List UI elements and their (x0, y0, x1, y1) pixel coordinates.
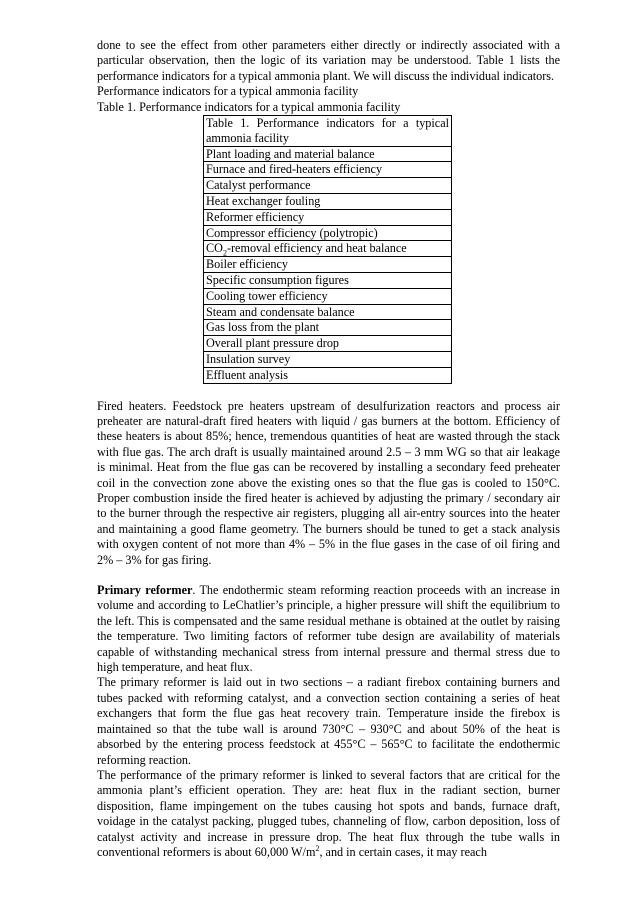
primary-reformer-paragraph-3 (97, 768, 560, 860)
table-cell: Specific consumption figures (204, 273, 452, 289)
primary-reformer-heading: Primary reformer (97, 583, 193, 598)
table-cell: Boiler efficiency (204, 257, 452, 273)
table-cell: Reformer efficiency (204, 209, 452, 225)
table-cell: Compressor efficiency (polytropic) (204, 225, 452, 241)
primary-reformer-text-3a: The performance of the primary reformer is linked to several factors that are critical for the ammonia plant’s efficient operation. They are: heat flux in the radiant section, burner disposition, flame impingement on the tubes causing hot spots and bands, furnace draft, voidage in the catalyst packing, plugged tubes, channeling of flow, carbon deposition, loss of catalyst activity and increase in pressure drop. The heat flux through the tube walls in conventional reformers is about 60,000 W/m (97, 767, 560, 859)
intro-paragraph: done to see the effect from other parameters either directly or indirectly associated with a particular observation, then the logic of its variation may be understood. Table 1 lists the performance indicators for a typical ammonia plant. We will discuss the individual indicators. (97, 38, 560, 83)
primary-reformer-text-3b: , and in certain cases, it may reach (319, 844, 487, 859)
table-row (204, 351, 452, 367)
table-row (204, 320, 452, 336)
table-row (204, 273, 452, 289)
table-row (204, 257, 452, 273)
spacer (97, 568, 560, 583)
table-title-cell: Table 1. Performance indicators for a typical ammonia facility (204, 116, 452, 147)
table-cell: Insulation survey (204, 351, 452, 367)
table-cell: Gas loss from the plant (204, 320, 452, 336)
table-cell: Furnace and fired-heaters efficiency (204, 162, 452, 178)
superscript: 2 (315, 843, 320, 853)
table-title-row (204, 116, 452, 147)
table-row (204, 194, 452, 210)
fired-heaters-paragraph: Fired heaters. Feedstock pre heaters upstream of desulfurization reactors and process air preheater are natural-draft fired heaters with liquid / gas burners at the bottom. Efficiency of these heaters is about 85%; hence, tremendous quantities of heat are wasted through the stack with flue gas. The arch draft is usually maintained around 2.5 – 3 mm WG so that air leakage is minimal. Heat from the flue gas can be recovered by installing a secondary feed preheater coil in the convection zone above the existing ones so that the flue gas is cooled to 150°C. Proper combustion inside the fired heater is achieved by adjusting the primary / secondary air to the burner through the respective air registers, plugging all air-entry sources into the heater and maintaining a good flame geometry. The burners should be tuned to get a stack analysis with oxygen content of not more than 4% – 5% in the flue gases in the case of oil firing and 2% – 3% for gas firing. (97, 398, 560, 567)
table-cell: $CO_2$-removal efficiency and heat balance (204, 241, 452, 257)
table-caption: Table 1. Performance indicators for a typical ammonia facility (97, 99, 401, 114)
document-page (97, 38, 560, 860)
table-row (204, 178, 452, 194)
primary-reformer-text-1: . The endothermic steam reforming reaction proceeds with an increase in volume and according to LeChatlier’s principle, a higher pressure will shift the equilibrium to the left. This is compensated and the same residual methane is obtained at the outlet by raising the temperature. Two limiting factors of reformer tube design are availability of materials capable of withstanding mechanical stress from internal pressure and thermal stress due to high temperature, and heat flux. (97, 583, 560, 675)
table-cell: Cooling tower efficiency (204, 288, 452, 304)
table-cell: Catalyst performance (204, 178, 452, 194)
primary-reformer-paragraph-2: The primary reformer is laid out in two sections – a radiant firebox containing burners and tubes packed with reforming catalyst, and a convection section containing a series of heat exchangers that form the flue gas heat recovery train. Temperature inside the firebox is maintained so that the tube wall is around 730°C – 930°C and about 50% of the heat is absorbed by the entering process feedstock at 455°C – 565°C to facilitate the endothermic reforming reaction. (97, 675, 560, 767)
table-row (204, 288, 452, 304)
performance-indicators-table (203, 115, 452, 384)
table-cell: Effluent analysis (204, 367, 452, 383)
table-row (204, 146, 452, 162)
table-cell: Heat exchanger fouling (204, 194, 452, 210)
primary-reformer-paragraph-1 (97, 583, 560, 675)
table-row (204, 241, 452, 257)
table-row (204, 162, 452, 178)
table-row (204, 225, 452, 241)
table-row (204, 367, 452, 383)
intro-caption-line: Performance indicators for a typical ammonia facility (97, 84, 359, 99)
spacer (97, 384, 560, 399)
table-row (204, 209, 452, 225)
table-cell: Steam and condensate balance (204, 304, 452, 320)
table-row (204, 336, 452, 352)
table-cell: Overall plant pressure drop (204, 336, 452, 352)
table-row (204, 304, 452, 320)
table-cell: Plant loading and material balance (204, 146, 452, 162)
